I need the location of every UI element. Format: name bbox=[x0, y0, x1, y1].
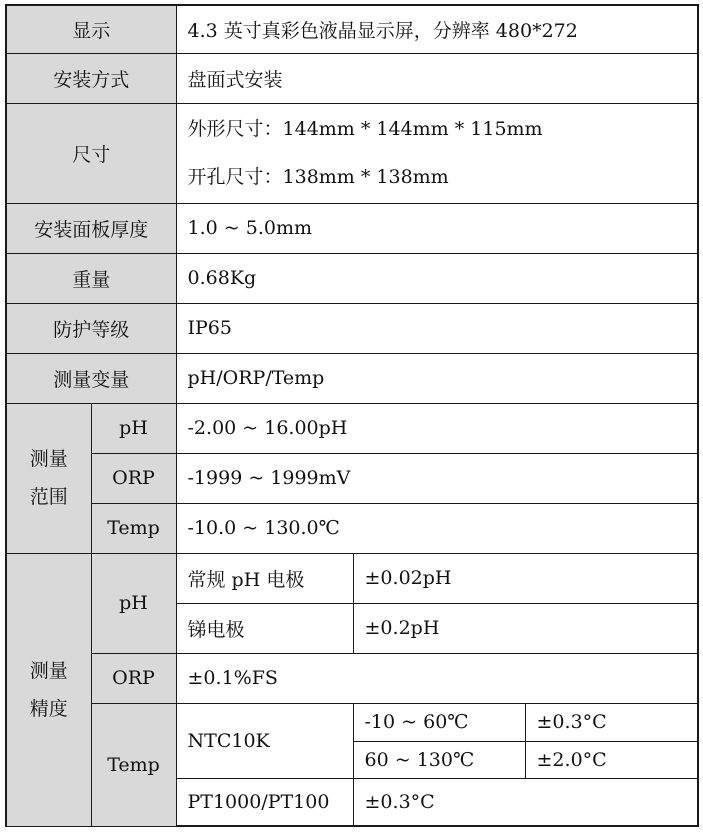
accuracy-pt-label: PT1000/PT100 bbox=[176, 778, 353, 826]
size-outer: 外形尺寸：144mm * 144mm * 115mm bbox=[187, 118, 543, 140]
row-protection bbox=[6, 303, 698, 353]
range-orp-value: -1999 ~ 1999mV bbox=[176, 453, 698, 503]
mounting-label: 安装方式 bbox=[6, 53, 176, 103]
protection-value: IP65 bbox=[176, 303, 698, 353]
accuracy-ph-label: pH bbox=[91, 553, 176, 653]
accuracy-ntc-range-high: 60 ~ 130℃ bbox=[353, 741, 525, 778]
range-ph-label: pH bbox=[91, 403, 176, 453]
protection-label: 防护等级 bbox=[6, 303, 176, 353]
row-panel-thickness bbox=[6, 203, 698, 253]
display-value: 4.3 英寸真彩色液晶显示屏，分辨率 480*272 bbox=[176, 5, 698, 53]
spec-table bbox=[5, 4, 699, 827]
accuracy-ntc-range-low: -10 ~ 60℃ bbox=[353, 703, 525, 741]
variables-label: 测量变量 bbox=[6, 353, 176, 403]
range-temp-label: Temp bbox=[91, 503, 176, 553]
panel-thickness-label: 安装面板厚度 bbox=[6, 203, 176, 253]
row-range-orp bbox=[6, 453, 698, 503]
accuracy-ph-regular-electrode: 常规 pH 电极 bbox=[176, 553, 353, 603]
accuracy-label-line1: 测量 bbox=[29, 659, 68, 682]
accuracy-temp-label: Temp bbox=[91, 703, 176, 826]
accuracy-ph-antimony-electrode: 锑电极 bbox=[176, 603, 353, 653]
variables-value: pH/ORP/Temp bbox=[176, 353, 698, 403]
weight-value: 0.68Kg bbox=[176, 253, 698, 303]
row-accuracy-ph-regular bbox=[6, 553, 698, 603]
accuracy-ntc-value-high: ±2.0°C bbox=[525, 741, 698, 778]
range-ph-value: -2.00 ~ 16.00pH bbox=[176, 403, 698, 453]
size-cutout: 开孔尺寸：138mm * 138mm bbox=[187, 166, 449, 188]
panel-thickness-value: 1.0 ~ 5.0mm bbox=[176, 203, 698, 253]
range-orp-label: ORP bbox=[91, 453, 176, 503]
size-label: 尺寸 bbox=[6, 103, 176, 203]
accuracy-group-label bbox=[6, 553, 91, 826]
accuracy-orp-label: ORP bbox=[91, 653, 176, 703]
row-size bbox=[6, 103, 698, 203]
display-label: 显示 bbox=[6, 5, 176, 53]
accuracy-pt-value: ±0.3°C bbox=[353, 778, 698, 826]
accuracy-orp-value: ±0.1%FS bbox=[176, 653, 698, 703]
row-accuracy-temp-ntc-low bbox=[6, 703, 698, 741]
row-weight bbox=[6, 253, 698, 303]
size-value bbox=[176, 103, 698, 203]
row-range-temp bbox=[6, 503, 698, 553]
weight-label: 重量 bbox=[6, 253, 176, 303]
mounting-value: 盘面式安装 bbox=[176, 53, 698, 103]
row-range-ph bbox=[6, 403, 698, 453]
accuracy-ph-regular-value: ±0.02pH bbox=[353, 553, 698, 603]
row-variables bbox=[6, 353, 698, 403]
row-accuracy-orp bbox=[6, 653, 698, 703]
accuracy-ph-antimony-value: ±0.2pH bbox=[353, 603, 698, 653]
row-display bbox=[6, 5, 698, 53]
accuracy-label-line2: 精度 bbox=[29, 697, 68, 720]
row-mounting bbox=[6, 53, 698, 103]
range-temp-value: -10.0 ~ 130.0℃ bbox=[176, 503, 698, 553]
accuracy-ntc-label: NTC10K bbox=[176, 703, 353, 778]
range-label-line2: 范围 bbox=[29, 486, 68, 508]
accuracy-ntc-value-low: ±0.3°C bbox=[525, 703, 698, 741]
range-group-label bbox=[6, 403, 91, 553]
range-label-line1: 测量 bbox=[29, 448, 68, 470]
